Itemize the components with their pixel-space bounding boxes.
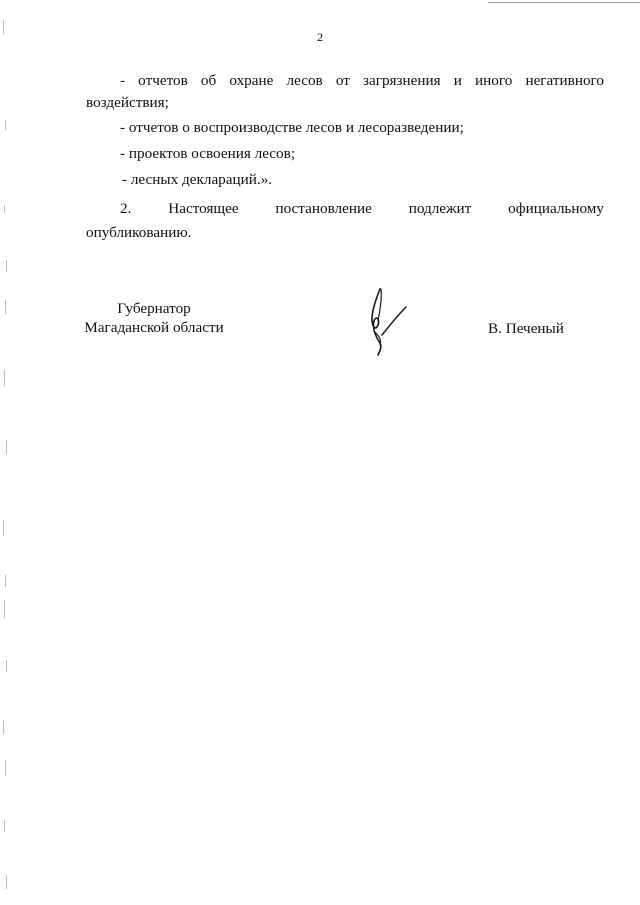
scan-edge-artifacts xyxy=(0,0,12,905)
list-item-declarations: - лесных деклараций.». xyxy=(122,171,273,188)
paragraph-publication-line1: 2. Настоящее постановление подлежит официальному xyxy=(120,200,604,217)
page-number: 2 xyxy=(317,30,323,44)
list-item-reproduction: - отчетов о воспроизводстве лесов и лесоразведении; xyxy=(120,119,464,136)
signatory-title-line2: Магаданской области xyxy=(84,319,224,336)
scan-top-rule xyxy=(488,2,640,3)
paragraph-publication-line2: опубликованию. xyxy=(86,224,192,241)
list-item-forest-protection-line1: - отчетов об охране лесов от загрязнения и иного негативного xyxy=(120,72,604,89)
list-item-forest-protection-line2: воздействия; xyxy=(86,94,169,111)
list-item-development-projects: - проектов освоения лесов; xyxy=(120,145,296,162)
signatory-title xyxy=(84,299,224,337)
handwritten-signature xyxy=(362,285,408,357)
signatory-title-line1: Губернатор xyxy=(117,300,191,317)
signatory-name: В. Печеный xyxy=(488,320,564,337)
